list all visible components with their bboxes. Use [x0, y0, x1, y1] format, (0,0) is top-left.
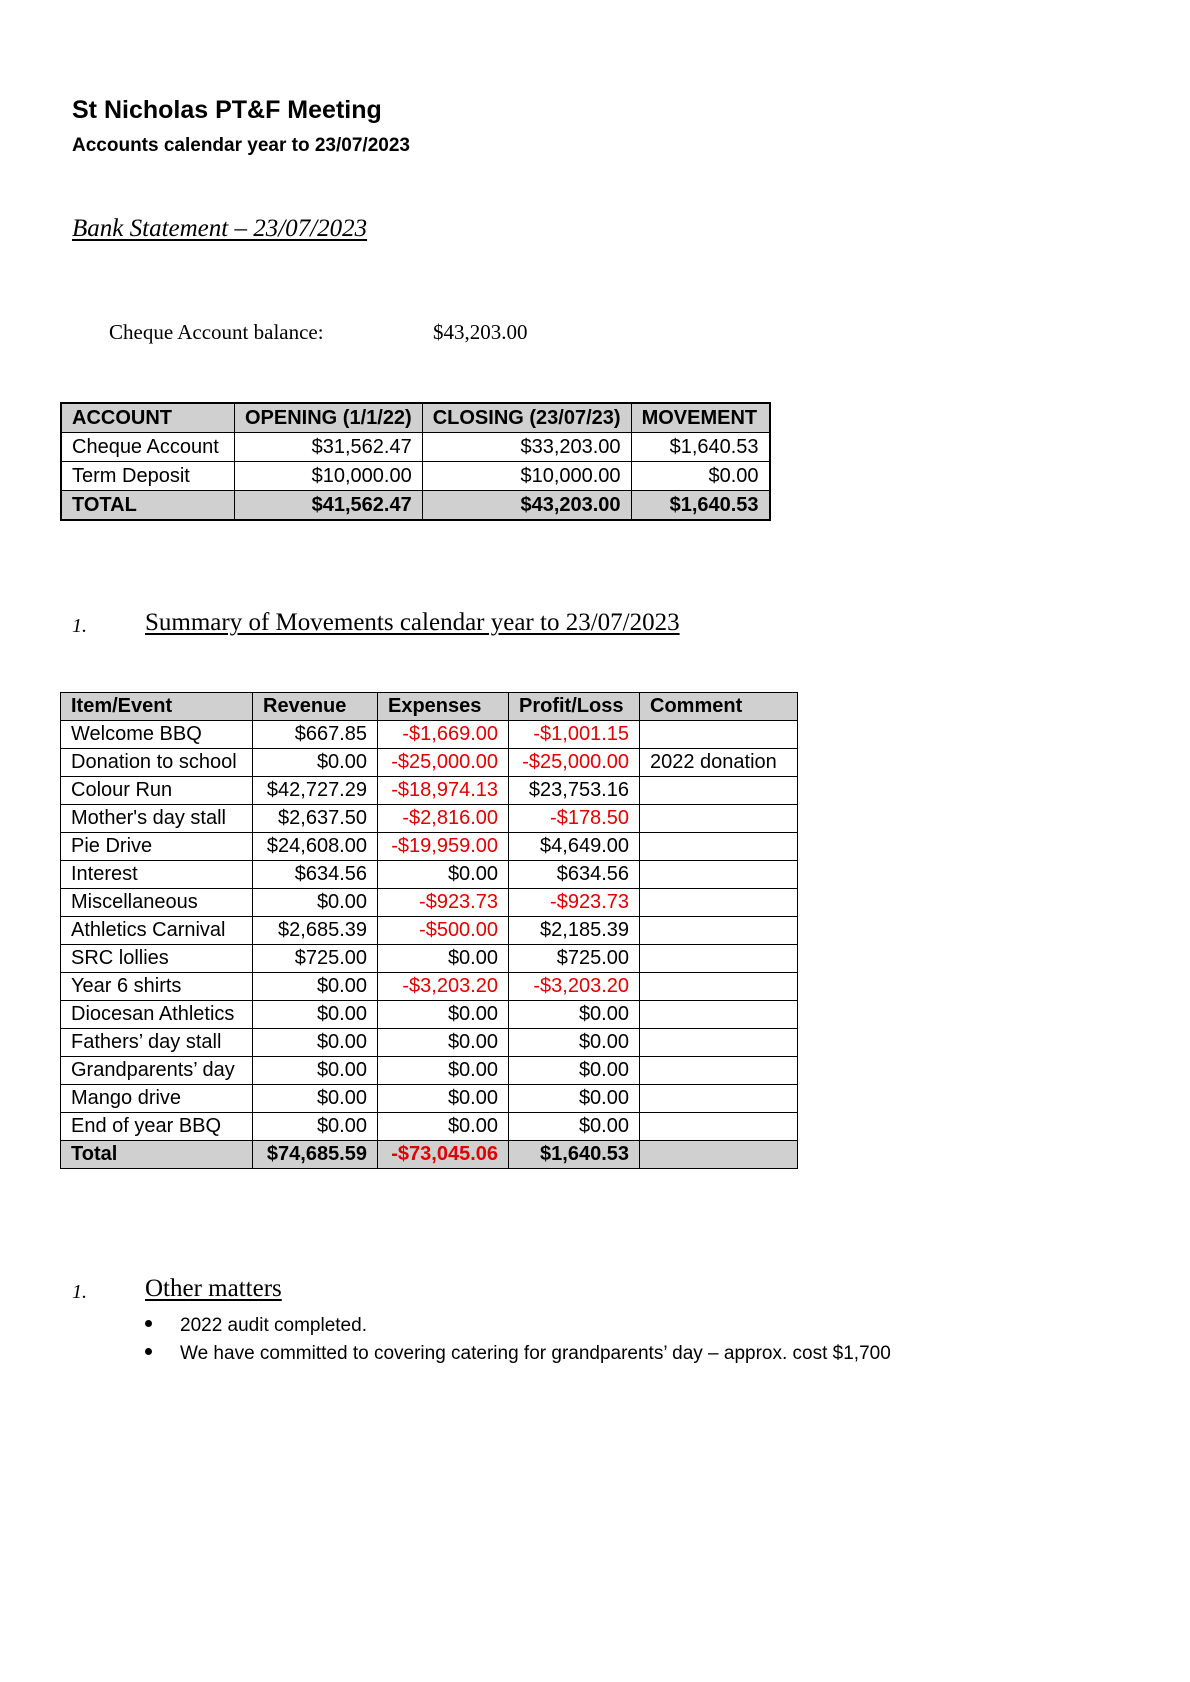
total-opening: $41,562.47 — [235, 491, 423, 521]
expenses-value: $0.00 — [378, 1029, 509, 1057]
table-row — [61, 1085, 798, 1113]
revenue-value: $0.00 — [253, 1001, 378, 1029]
summary-section-title: Summary of Movements calendar year to 23/07/2023 — [145, 609, 680, 636]
profit-loss-value: $2,185.39 — [509, 917, 640, 945]
profit-loss-value: -$25,000.00 — [509, 749, 640, 777]
cheque-balance-label: Cheque Account balance: — [109, 320, 324, 344]
comment-value: 2022 donation — [640, 749, 798, 777]
account-name: Cheque Account — [61, 433, 235, 462]
item-name: Donation to school — [61, 749, 253, 777]
profit-loss-value: $4,649.00 — [509, 833, 640, 861]
col-header-expenses: Expenses — [378, 693, 509, 721]
revenue-value: $0.00 — [253, 749, 378, 777]
item-name: Welcome BBQ — [61, 721, 253, 749]
list-item-text: 2022 audit completed. — [180, 1315, 367, 1336]
item-name: SRC lollies — [61, 945, 253, 973]
movement-value: $0.00 — [631, 462, 770, 491]
table-row — [61, 1029, 798, 1057]
account-name: Term Deposit — [61, 462, 235, 491]
closing-value: $10,000.00 — [422, 462, 631, 491]
table-row — [61, 861, 798, 889]
expenses-value: $0.00 — [378, 1113, 509, 1141]
item-name: Year 6 shirts — [61, 973, 253, 1001]
revenue-value: $2,685.39 — [253, 917, 378, 945]
revenue-value: $0.00 — [253, 1113, 378, 1141]
comment-value — [640, 917, 798, 945]
expenses-value: -$500.00 — [378, 917, 509, 945]
comment-value — [640, 1029, 798, 1057]
closing-value: $33,203.00 — [422, 433, 631, 462]
revenue-value: $725.00 — [253, 945, 378, 973]
comment-value — [640, 1085, 798, 1113]
col-header-opening: OPENING (1/1/22) — [235, 403, 423, 433]
comment-value — [640, 889, 798, 917]
summary-section-number: 1. — [72, 615, 87, 637]
expenses-value: -$923.73 — [378, 889, 509, 917]
movement-value: $1,640.53 — [631, 433, 770, 462]
expenses-value: -$73,045.06 — [378, 1141, 509, 1169]
revenue-value: $0.00 — [253, 889, 378, 917]
profit-loss-value: $0.00 — [509, 1113, 640, 1141]
total-movement: $1,640.53 — [631, 491, 770, 521]
comment-value — [640, 973, 798, 1001]
table-row — [61, 777, 798, 805]
comment-value — [640, 833, 798, 861]
item-name: Athletics Carnival — [61, 917, 253, 945]
item-name: Mother's day stall — [61, 805, 253, 833]
other-section-title: Other matters — [145, 1275, 282, 1302]
table-row — [61, 805, 798, 833]
item-name: Total — [61, 1141, 253, 1169]
table-row — [61, 945, 798, 973]
col-header-movement: MOVEMENT — [631, 403, 770, 433]
revenue-value: $0.00 — [253, 973, 378, 1001]
expenses-value: -$25,000.00 — [378, 749, 509, 777]
total-row — [61, 491, 770, 521]
total-closing: $43,203.00 — [422, 491, 631, 521]
expenses-value: -$18,974.13 — [378, 777, 509, 805]
expenses-value: $0.00 — [378, 1057, 509, 1085]
revenue-value: $0.00 — [253, 1029, 378, 1057]
revenue-value: $0.00 — [253, 1085, 378, 1113]
total-label: TOTAL — [61, 491, 235, 521]
comment-value — [640, 1113, 798, 1141]
table-row — [61, 889, 798, 917]
col-header-item: Item/Event — [61, 693, 253, 721]
bullet-icon — [145, 1348, 152, 1355]
list-item — [145, 1343, 891, 1365]
page-title: St Nicholas PT&F Meeting — [72, 96, 382, 124]
item-name: Interest — [61, 861, 253, 889]
comment-value — [640, 777, 798, 805]
movements-table — [60, 692, 798, 1169]
bank-statement-heading: Bank Statement – 23/07/2023 — [72, 215, 368, 242]
table-row — [61, 973, 798, 1001]
page-subtitle: Accounts calendar year to 23/07/2023 — [72, 135, 410, 156]
table-row — [61, 1057, 798, 1085]
item-name: Miscellaneous — [61, 889, 253, 917]
comment-value — [640, 861, 798, 889]
col-header-closing: CLOSING (23/07/23) — [422, 403, 631, 433]
expenses-value: $0.00 — [378, 1085, 509, 1113]
table-row — [61, 721, 798, 749]
expenses-value: -$19,959.00 — [378, 833, 509, 861]
item-name: Diocesan Athletics — [61, 1001, 253, 1029]
bullet-icon — [145, 1320, 152, 1327]
accounts-table — [60, 402, 771, 521]
table-row — [61, 462, 770, 491]
item-name: Colour Run — [61, 777, 253, 805]
opening-value: $31,562.47 — [235, 433, 423, 462]
expenses-value: $0.00 — [378, 945, 509, 973]
expenses-value: -$3,203.20 — [378, 973, 509, 1001]
item-name: Fathers’ day stall — [61, 1029, 253, 1057]
revenue-value: $42,727.29 — [253, 777, 378, 805]
profit-loss-value: -$1,001.15 — [509, 721, 640, 749]
total-row — [61, 1141, 798, 1169]
item-name: Pie Drive — [61, 833, 253, 861]
expenses-value: -$2,816.00 — [378, 805, 509, 833]
profit-loss-value: -$3,203.20 — [509, 973, 640, 1001]
profit-loss-value: -$178.50 — [509, 805, 640, 833]
list-item — [145, 1315, 367, 1337]
col-header-comment: Comment — [640, 693, 798, 721]
comment-value — [640, 805, 798, 833]
profit-loss-value: $725.00 — [509, 945, 640, 973]
comment-value — [640, 1001, 798, 1029]
other-section-number: 1. — [72, 1281, 87, 1303]
cheque-balance-value: $43,203.00 — [433, 320, 528, 344]
table-row — [61, 433, 770, 462]
table-row — [61, 833, 798, 861]
revenue-value: $74,685.59 — [253, 1141, 378, 1169]
profit-loss-value: $23,753.16 — [509, 777, 640, 805]
revenue-value: $634.56 — [253, 861, 378, 889]
comment-value — [640, 1057, 798, 1085]
table-row — [61, 749, 798, 777]
item-name: Mango drive — [61, 1085, 253, 1113]
table-row — [61, 1113, 798, 1141]
item-name: End of year BBQ — [61, 1113, 253, 1141]
col-header-profit-loss: Profit/Loss — [509, 693, 640, 721]
profit-loss-value: $634.56 — [509, 861, 640, 889]
profit-loss-value: $0.00 — [509, 1029, 640, 1057]
profit-loss-value: -$923.73 — [509, 889, 640, 917]
table-header-row — [61, 403, 770, 433]
opening-value: $10,000.00 — [235, 462, 423, 491]
revenue-value: $2,637.50 — [253, 805, 378, 833]
profit-loss-value: $0.00 — [509, 1001, 640, 1029]
profit-loss-value: $1,640.53 — [509, 1141, 640, 1169]
comment-value — [640, 945, 798, 973]
profit-loss-value: $0.00 — [509, 1085, 640, 1113]
table-row — [61, 917, 798, 945]
expenses-value: $0.00 — [378, 861, 509, 889]
comment-value — [640, 721, 798, 749]
expenses-value: $0.00 — [378, 1001, 509, 1029]
comment-value — [640, 1141, 798, 1169]
table-row — [61, 1001, 798, 1029]
revenue-value: $667.85 — [253, 721, 378, 749]
revenue-value: $0.00 — [253, 1057, 378, 1085]
list-item-text: We have committed to covering catering for grandparents’ day – approx. cost $1,700 — [180, 1343, 891, 1364]
col-header-account: ACCOUNT — [61, 403, 235, 433]
expenses-value: -$1,669.00 — [378, 721, 509, 749]
table-header-row — [61, 693, 798, 721]
col-header-revenue: Revenue — [253, 693, 378, 721]
profit-loss-value: $0.00 — [509, 1057, 640, 1085]
item-name: Grandparents’ day — [61, 1057, 253, 1085]
revenue-value: $24,608.00 — [253, 833, 378, 861]
